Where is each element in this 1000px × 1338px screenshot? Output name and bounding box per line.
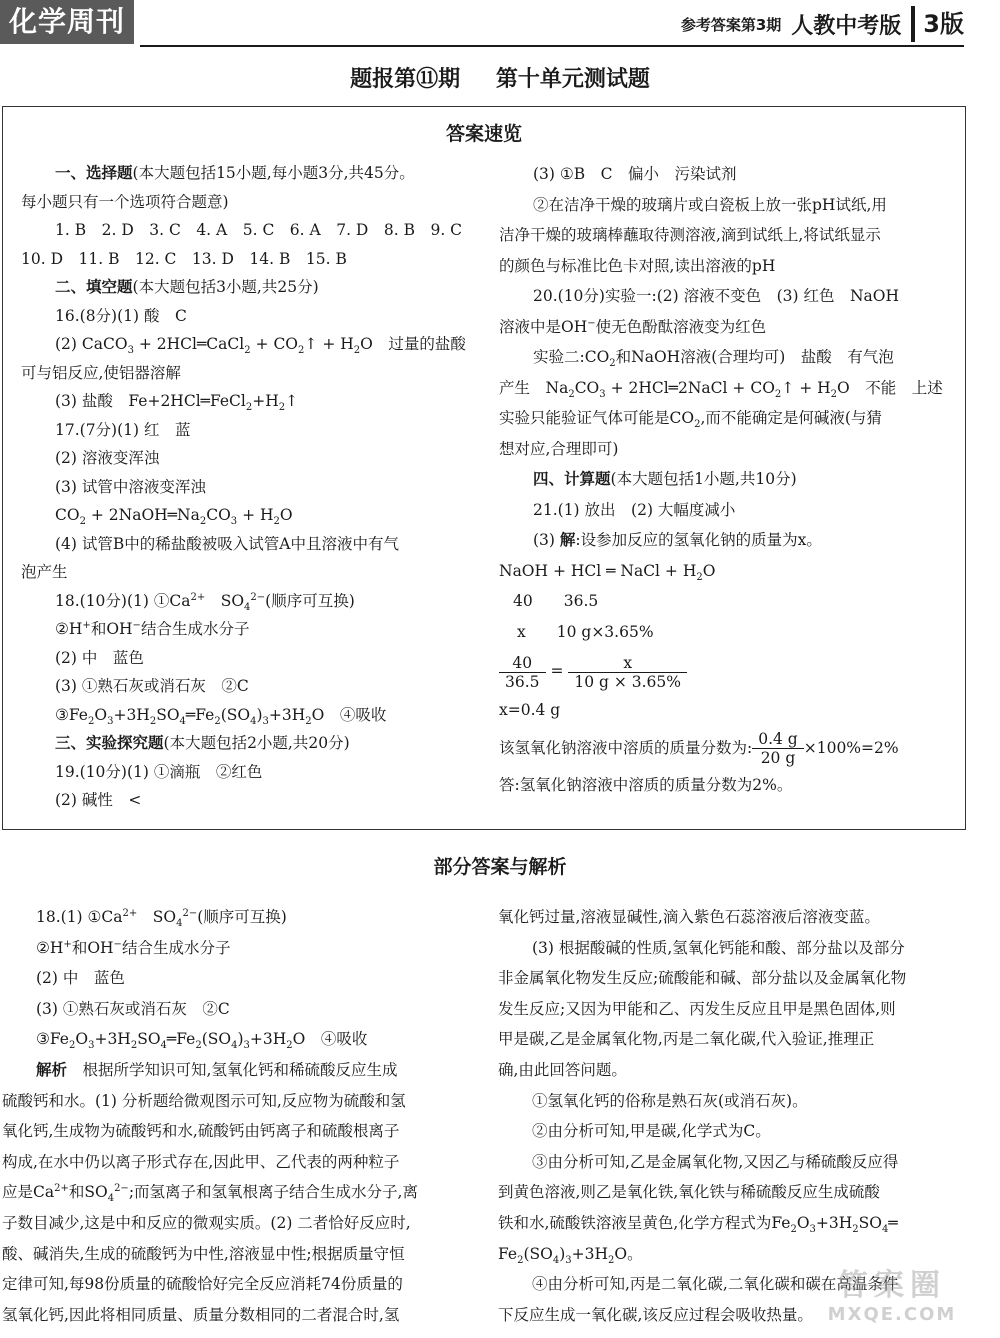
analysis-line: (3) 根据酸碱的性质,氢氧化钙能和酸、部分盐以及部分 [532,938,905,957]
analysis-line: 到黄色溶液,则乙是氧化铁,氧化铁与稀硫酸反应生成硫酸 [498,1183,880,1202]
analysis-line: 氢氧化钙,因此将相同质量、质量分数相同的二者混合时,氢 [2,1305,400,1324]
answer-line: (3) 解:设参加反应的氢氧化钠的质量为x。 [533,531,822,549]
analysis-line: 发生反应;又因为甲能和乙、丙发生反应且甲是黑色固体,则 [498,999,896,1018]
answer-line: 可与铝反应,使铝器溶解 [21,363,181,382]
analysis-right-column [498,902,970,1330]
answer-line: 想对应,合理即可) [499,439,619,458]
page-title [0,62,1000,93]
analysis-line: $Fe_2(SO_4)_3+3H_2O$。 [498,1244,643,1266]
answer-line: (3) 盐酸 $Fe+2HCl═FeCl_2+H_2↑$ [55,392,299,414]
page-number: 3版 [911,6,964,42]
analysis-line: 子数目减少,这是中和反应的微观实质。(2) 二者恰好反应时, [2,1213,411,1232]
header-divider [140,45,964,47]
analysis-line: 18.(1) $①Ca^{2+}$ $SO_4^{2-}$(顺序可互换) [36,907,287,930]
fraction-equation: $\frac{40}{36.5}$ = $\frac{x}{10 g \times 3.65\%}$ [499,647,955,695]
answer-line: 40 36.5 [513,592,599,610]
answer-line: 一、选择题(本大题包括15小题,每小题3分,共45分。 [55,164,415,182]
analysis-line: (3) ①熟石灰或消石灰 ②C [36,999,230,1018]
answer-line: (2) 碱性 < [55,791,142,809]
answer-line: 20.(10分)实验一:(2) 溶液不变色 (3) 红色 NaOH [533,287,899,305]
analysis-line: 甲是碳,乙是金属氧化物,丙是二氧化碳,代入验证,推理正 [498,1030,875,1049]
answer-line: 溶液中是OH−使无色酚酞溶液变为红色 [499,317,767,336]
answer-left-column [21,159,483,815]
answer-overview-box [2,106,966,830]
answer-line: $③Fe_2O_3+3H_2SO_4═Fe_2(SO_4)_3+3H_2O$ ④吸收 [55,705,387,727]
analysis-line: ④由分析可知,丙是二氧化碳,二氧化碳和碳在高温条件 [532,1275,899,1294]
analysis-left-column [2,902,480,1330]
analysis-line: ②H+和OH−结合生成水分子 [36,938,231,957]
analysis-line: 氧化钙,生成物为硫酸钙和水,硫酸钙由钙离子和硫酸根离子 [2,1122,400,1141]
answer-line: 21.(1) 放出 (2) 大幅度减小 [533,500,736,519]
analysis-line: 硫酸钙和水。(1) 分析题给微观图示可知,反应物为硫酸和氢 [2,1091,406,1110]
issue-info: 参考答案第3期 [680,15,782,34]
analysis-line: 铁和水,硫酸铁溶液呈黄色,化学方程式为$Fe_2O_3+3H_2SO_4═$ [498,1213,898,1236]
answer-line: 16.(8分)(1) 酸 C [55,306,187,325]
answer-box-heading: 答案速览 [445,123,522,145]
fraction: $\frac{0.4 g}{20 g}$ [752,730,804,767]
analysis-line: 应是$Ca^{2+}$和$SO_4^{2-}$;而氢离子和氢氧根离子结合生成水分子,离 [2,1183,418,1205]
answer-line: (2) 溶液变浑浊 [55,449,160,467]
answer-line: 19.(10分)(1) ①滴瓶 ②红色 [55,762,263,781]
analysis-line: ①氢氧化钙的俗称是熟石灰(或消石灰)。 [532,1091,808,1110]
answer-line: (4) 试管B中的稀盐酸被吸入试管A中且溶液中有气 [55,534,399,553]
analysis-line: $③Fe_2O_3+3H_2SO_4═Fe_2(SO_4)_3+3H_2O$ ④吸收 [36,1030,368,1052]
answer-line: 泡产生 [21,563,68,581]
answer-line: 答:氢氧化钠溶液中溶质的质量分数为2%。 [499,775,793,794]
analysis-line: 确,由此回答问题。 [498,1060,627,1079]
answer-line: x 10 g×3.65% [517,622,654,641]
edition-label: 人教中考版 [791,13,902,39]
answer-line: 该氢氧化钠溶液中溶质的质量分数为: $\frac{0.4 g}{20 g}$ ×100%=2% [499,730,899,767]
answer-line: 的颜色与标准比色卡对照,读出溶液的pH [499,256,776,275]
answer-line: ②H+和OH−结合生成水分子 [55,619,250,638]
analysis-line: 解析 根据所学知识可知,氢氧化钙和稀硫酸反应生成 [36,1060,398,1079]
analysis-line: ②由分析可知,甲是碳,化学式为C。 [532,1122,771,1141]
analysis-line: (2) 中 蓝色 [36,969,125,988]
watermark-logo [812,1268,972,1328]
analysis-heading: 部分答案与解析 [433,856,567,878]
watermark-text: 答案圈 [838,1268,946,1303]
analysis-line: 下反应生成一氧化碳,该反应过程会吸收热量。 [498,1305,813,1324]
answer-line: (2) 中 蓝色 [55,648,144,667]
fraction: $\frac{40}{36.5}$ [499,654,546,691]
analysis-line: 定律可知,每98份质量的硫酸恰好完全反应消耗74份质量的 [2,1275,403,1294]
analysis-line: 构成,在水中仍以离子形式存在,因此甲、乙代表的两种粒子 [2,1152,400,1171]
answer-line: 三、实验探究题(本大题包括2小题,共20分) [55,734,350,752]
answer-line: 四、计算题(本大题包括1小题,共10分) [533,470,797,488]
answer-line: NaOH + HCl ═ NaCl + $H_2O$ [499,561,716,583]
answer-line: 1. B 2. D 3. C 4. A 5. C 6. A 7. D 8. B 9. C [55,221,463,239]
answer-line: 每小题只有一个选项符合题意) [21,192,229,211]
answer-right-column [499,159,955,800]
answer-line: 17.(7分)(1) 红 蓝 [55,420,191,439]
answer-line: 二、填空题(本大题包括3小题,共25分) [55,278,319,296]
answer-line: 10. D 11. B 12. C 13. D 14. B 15. B [21,249,347,268]
answer-line: 实验只能验证气体可能是$CO_2$,而不能确定是何碱液(与猜 [499,409,882,431]
answer-line: 产生 $Na_2CO_3$ + 2HCl═2NaCl + $CO_2↑ + H_2O$ 不能 上述 [499,378,943,400]
title-unit: 第十单元测试题 [495,67,650,92]
analysis-line: 氧化钙过量,溶液显碱性,滴入紫色石蕊溶液后溶液变蓝。 [498,908,880,926]
answer-line: 18.(10分)(1) $①Ca^{2+}$ $SO_4^{2-}$(顺序可互换) [55,591,355,613]
answer-line: $CO_2$ + $2NaOH═Na_2CO_3 + H_2O$ [55,506,293,528]
answer-line: 洁净干燥的玻璃棒蘸取待测溶液,滴到试纸上,将试纸显示 [499,226,881,244]
answer-line: 实验二$:CO_2$和NaOH溶液(合理均可) 盐酸 有气泡 [533,348,894,370]
analysis-line: 非金属氧化物发生反应;硫酸能和碱、部分盐以及金属氧化物 [498,969,907,988]
title-issue: 题报第⑪期 [350,67,461,92]
answer-line: (3) ①熟石灰或消石灰 ②C [55,677,249,695]
header-info [681,6,964,42]
answer-line: x=0.4 g [499,701,561,719]
answer-line: ②在洁净干燥的玻璃片或白瓷板上放一张pH试纸,用 [533,195,887,214]
masthead-logo: 化学周刊 [0,0,134,44]
watermark-url: MXQE.COM [827,1304,957,1325]
answer-line: (3) ①B C 偏小 污染试剂 [533,165,737,183]
fraction: $\frac{x}{10 g \times 3.65\%}$ [568,654,687,691]
analysis-line: 酸、碱消失,生成的硫酸钙为中性,溶液显中性;根据质量守恒 [2,1244,405,1263]
analysis-line: ③由分析可知,乙是金属氧化物,又因乙与稀硫酸反应得 [532,1152,899,1171]
page-header [0,0,1000,48]
answer-line: (3) 试管中溶液变浑浊 [55,477,206,496]
answer-line: (2) CaCO$_3$ + 2HCl═CaCl$_2$ + $CO_2↑ + H_2O$ 过量的盐酸 [55,335,466,357]
